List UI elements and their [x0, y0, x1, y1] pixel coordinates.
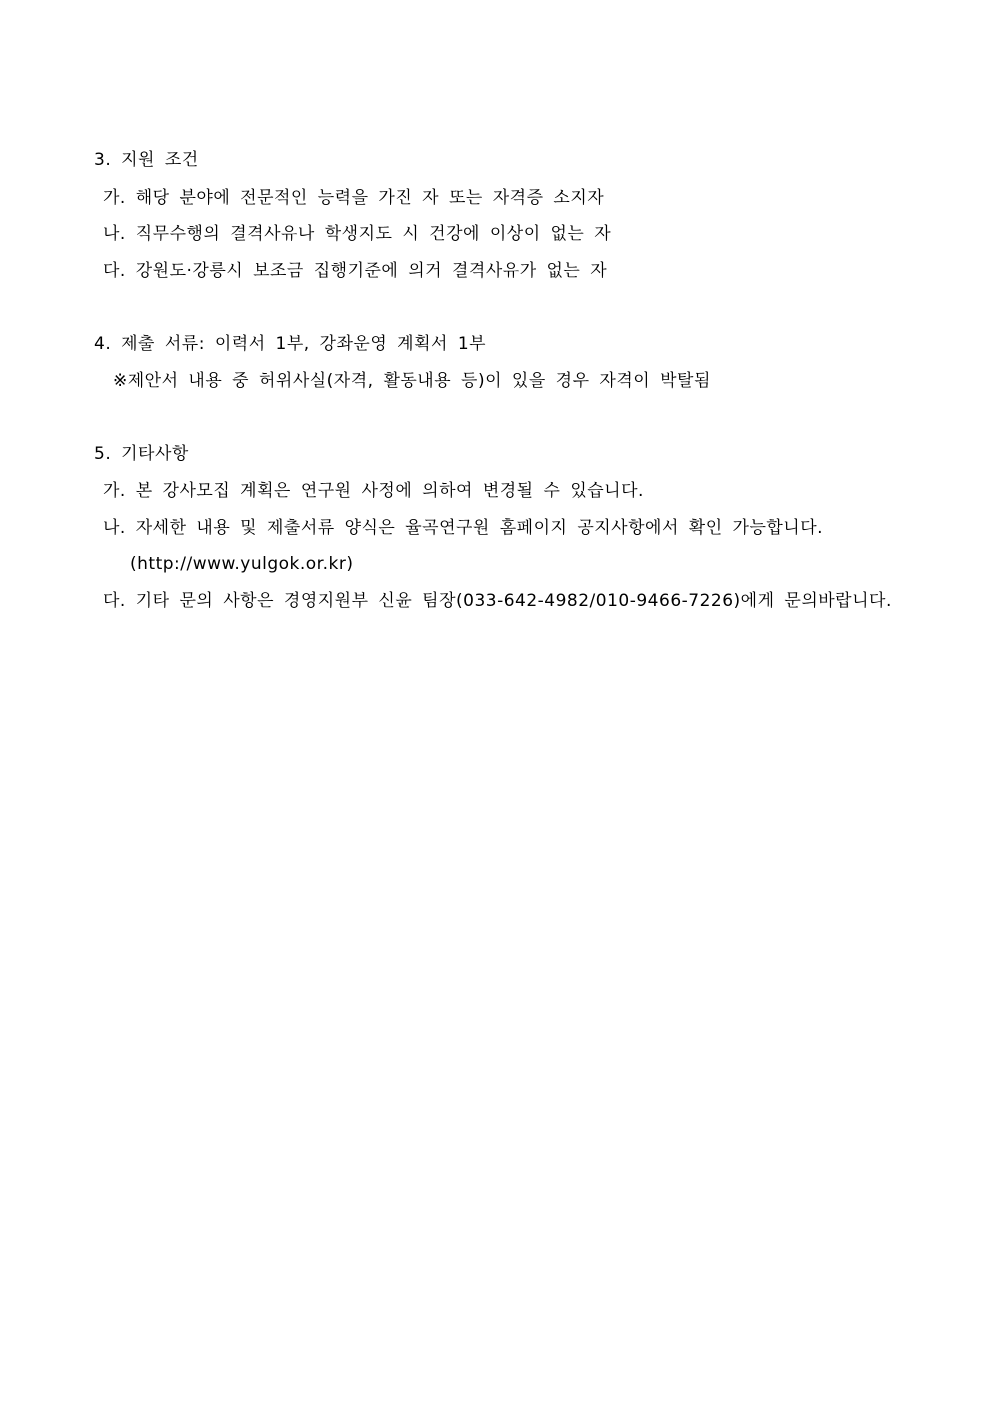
section-4-note: ※제안서 내용 중 허위사실(자격, 활동내용 등)이 있을 경우 자격이 박탈됨	[113, 371, 711, 391]
section-5-item-ga: 가. 본 강사모집 계획은 연구원 사정에 의하여 변경될 수 있습니다.	[103, 481, 644, 501]
section-5-heading: 5. 기타사항	[94, 444, 189, 464]
website-url: (http://www.yulgok.or.kr)	[130, 554, 354, 574]
section-5-item-da: 다. 기타 문의 사항은 경영지원부 신윤 팀장(033-642-4982/010-9466-7226)에게 문의바랍니다.	[103, 591, 892, 611]
section-3-item-ga: 가. 해당 분야에 전문적인 능력을 가진 자 또는 자격증 소지자	[103, 188, 605, 208]
section-3-item-na: 나. 직무수행의 결격사유나 학생지도 시 건강에 이상이 없는 자	[103, 224, 612, 244]
section-5-item-na: 나. 자세한 내용 및 제출서류 양식은 율곡연구원 홈페이지 공지사항에서 확인 가능합니다.	[103, 518, 824, 538]
section-3-heading: 3. 지원 조건	[94, 150, 199, 170]
section-4-heading: 4. 제출 서류: 이력서 1부, 강좌운영 계획서 1부	[94, 334, 487, 354]
section-3-item-da: 다. 강원도·강릉시 보조금 집행기준에 의거 결격사유가 없는 자	[103, 261, 608, 281]
